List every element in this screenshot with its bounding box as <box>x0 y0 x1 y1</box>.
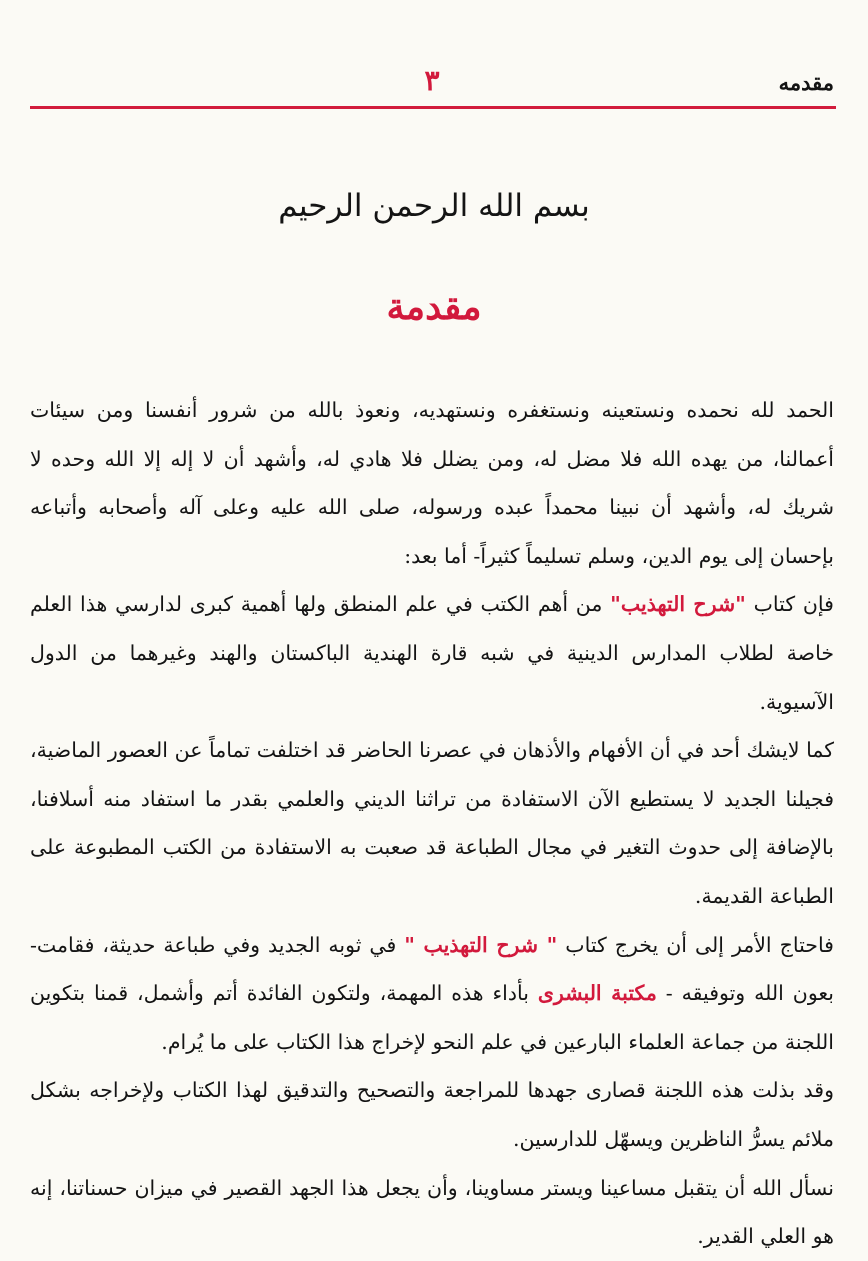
page-header <box>30 64 834 104</box>
paragraph-5: وقد بذلت هذه اللجنة قصارى جهدها للمراجعة والتصحيح والتدقيق لهذا الكتاب ولإخراجه بشكل ملائم يسرُّ الناظرين ويسهّل للدارسين. <box>30 1078 834 1151</box>
book-title-highlight: "شرح التهذيب" <box>610 592 746 617</box>
paragraph-2 <box>30 580 834 726</box>
header-divider <box>30 106 836 109</box>
paragraph-2-start: فإن كتاب <box>745 592 834 617</box>
page-title: مقدمة <box>386 286 482 328</box>
running-header-title: مقدمه <box>778 70 834 95</box>
page-number: ٣ <box>424 64 440 97</box>
paragraph-4 <box>30 921 834 1067</box>
paragraph-1: الحمد لله نحمده ونستعينه ونستغفره ونستهديه، ونعوذ بالله من شرور أنفسنا ومن سيئات أعمالنا، من يهده الله فلا مضل له، ومن يضلل فلا هادي له، وأشهد أن لا إله إلا الله وحده لا شريك له، وأشهد أن نبينا محمداً عبده ورسوله، صلى الله عليه وعلى آله وأصحابه وأتباعه بإحسان إلى يوم الدين، وسلم تسليماً كثيراً- أما بعد: <box>30 398 834 568</box>
paragraph-4-part-2: في ثوبه الجديد وفي طباعة حديثة، فقامت- بعون الله وتوفيقه - <box>30 932 835 1006</box>
paragraph-2-end: من أهم الكتب في علم المنطق ولها أهمية كبرى لدارسي هذا العلم خاصة لطلاب المدارس الدينية في شبه قارة الهندية الباكستان والهند وغيرهما من الدول الآسيوية. <box>30 592 834 714</box>
book-title-highlight-2: " شرح التهذيب " <box>404 932 558 957</box>
paragraph-3: كما لايشك أحد في أن الأفهام والأذهان في عصرنا الحاضر قد اختلفت تماماً عن العصور الماضية، فجيلنا الجديد لا يستطيع الآن الاستفادة من تراثنا الديني والعلمي بقدر ما استفاد منه أسلافنا، بالإضافة إلى حدوث التغير في مجال الطباعة قد صعبت به الاستفادة من الكتب المطبوعة على الطباعة القديمة. <box>30 738 834 908</box>
publisher-highlight: مكتبة البشرى <box>537 981 657 1006</box>
body-text <box>30 386 834 1261</box>
basmala: بسم الله الرحمن الرحيم <box>278 188 590 224</box>
paragraph-4-part-1: فاحتاج الأمر إلى أن يخرج كتاب <box>557 932 834 957</box>
paragraph-6: نسأل الله أن يتقبل مساعينا ويستر مساوينا، وأن يجعل هذا الجهد القصير في ميزان حسناتنا، إنه هو العلي القدير. <box>30 1175 834 1249</box>
paragraph-4-part-3: بأداء هذه المهمة، ولتكون الفائدة أتم وأشمل، قمنا بتكوين اللجنة من جماعة العلماء البارعين في علم النحو لإخراج هذا الكتاب على ما يُرام. <box>30 981 834 1054</box>
